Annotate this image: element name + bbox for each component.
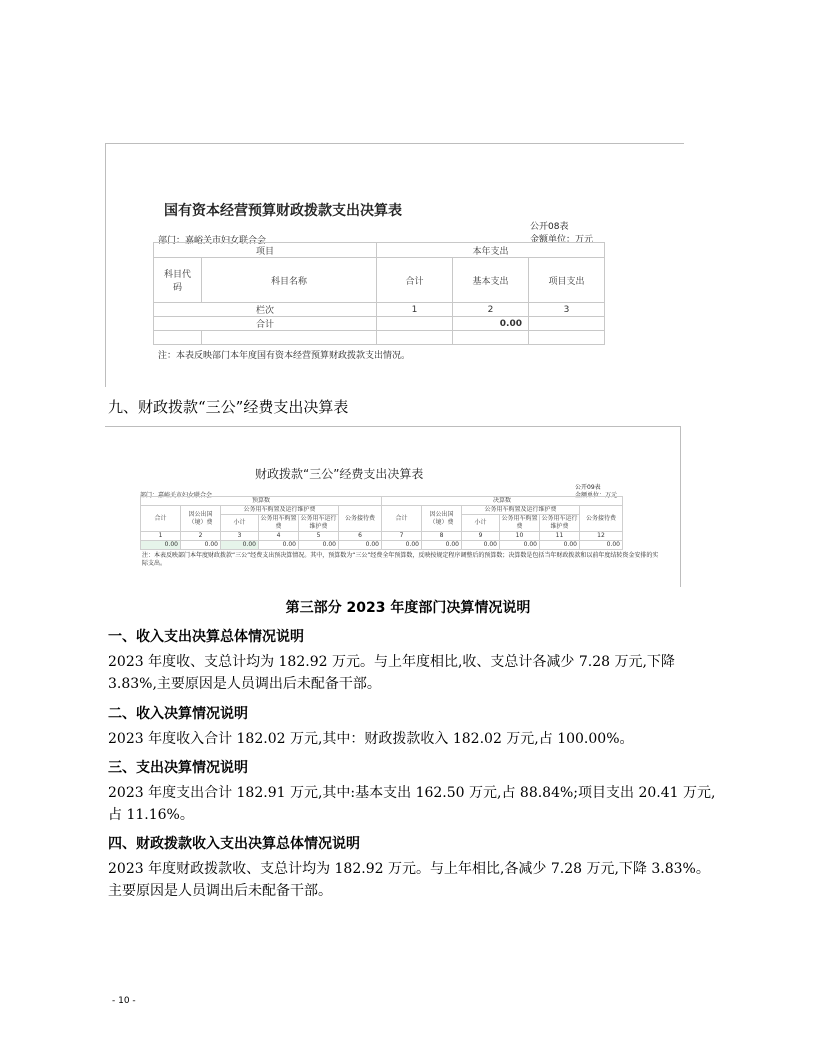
t2-col: 5 — [299, 532, 339, 541]
t1-empty — [154, 331, 202, 345]
t2-value: 0.00 — [221, 541, 259, 550]
t2-col: 12 — [580, 532, 623, 541]
t1-row-col: 栏次 — [154, 303, 377, 317]
section3-text: 2023 年度支出合计 182.91 万元,其中:基本支出 162.50 万元,占 88.84%;项目支出 20.41 万元,占 11.16%。 — [108, 785, 716, 823]
t2-car-group: 公务用车购置及运行维护费 — [462, 506, 580, 515]
table2-unit: 金额单位：万元 — [575, 492, 618, 499]
t2-car-run: 公务用车运行维护费 — [541, 515, 578, 530]
t1-empty — [202, 331, 377, 345]
t2-car-buy: 公务用车购置费 — [501, 515, 538, 530]
t2-abroad: 因公出国（境）费 — [181, 506, 221, 532]
t2-col: 9 — [462, 532, 500, 541]
table1-note: 注：本表反映部门本年度国有资本经营预算财政拨款支出情况。 — [158, 351, 411, 361]
t1-row-total: 合计 — [154, 317, 377, 331]
table1-grid — [153, 242, 605, 345]
t2-value: 0.00 — [500, 541, 540, 550]
t2-car-run: 公务用车运行维护费 — [300, 515, 337, 530]
t2-value: 0.00 — [422, 541, 462, 550]
t2-value: 0.00 — [580, 541, 623, 550]
t2-value: 0.00 — [299, 541, 339, 550]
t2-value: 0.00 — [259, 541, 299, 550]
t2-value: 0.00 — [339, 541, 382, 550]
t2-reception: 公务接待费 — [580, 506, 623, 532]
t2-value: 0.00 — [382, 541, 422, 550]
table1-code: 公开08表 — [530, 222, 569, 232]
section1-heading: 一、收入支出决算总体情况说明 — [108, 629, 304, 645]
table1-unit: 金额单位：万元 — [530, 235, 594, 245]
t2-value: 0.00 — [462, 541, 500, 550]
section2-text: 2023 年度收入合计 182.02 万元,其中：财政拨款收入 182.02 万元,占 100.00%。 — [108, 731, 634, 747]
t2-subtotal: 小计 — [462, 515, 500, 532]
t1-hdr-current: 本年支出 — [377, 243, 605, 258]
t2-total: 合计 — [382, 506, 422, 532]
t2-actual: 决算数 — [382, 497, 623, 506]
t2-budget: 预算数 — [141, 497, 382, 506]
table2-code: 公开09表 — [575, 484, 601, 491]
t1-hdr-code: 科目代码 — [154, 258, 202, 303]
t1-col3: 3 — [529, 303, 605, 317]
t2-reception: 公务接待费 — [339, 506, 382, 532]
table1-title: 国有资本经营预算财政拨款支出决算表 — [164, 203, 402, 219]
t2-col: 4 — [259, 532, 299, 541]
t2-subtotal: 小计 — [221, 515, 259, 532]
t1-hdr-basic: 基本支出 — [453, 258, 529, 303]
t2-total: 合计 — [141, 506, 181, 532]
t1-total-item — [529, 317, 605, 331]
t2-col: 11 — [540, 532, 580, 541]
section3-heading: 三、支出决算情况说明 — [108, 760, 248, 776]
t2-abroad: 因公出国（境）费 — [422, 506, 462, 532]
section4-heading: 四、财政拨款收入支出决算总体情况说明 — [108, 836, 360, 852]
t1-hdr-total: 合计 — [377, 258, 453, 303]
t1-empty — [453, 331, 529, 345]
section4-text: 2023 年度财政拨款收、支总计均为 182.92 万元。与上年相比,各减少 7.28 万元,下降 3.83%。主要原因是人员调出后未配备干部。 — [108, 861, 710, 899]
t1-hdr-project: 项目 — [154, 243, 377, 258]
t2-col: 1 — [141, 532, 181, 541]
t2-col: 3 — [221, 532, 259, 541]
table2-image — [105, 426, 681, 587]
section1-text: 2023 年度收、支总计均为 182.92 万元。与上年度相比,收、支总计各减少 7.28 万元,下降 3.83%,主要原因是人员调出后未配备干部。 — [108, 654, 675, 692]
t2-car-group: 公务用车购置及运行维护费 — [221, 506, 339, 515]
table2-note: 注：本表反映部门本年度财政拨款“三公”经费支出预决算情况。其中，预算数为“三公”经费全年预算数，反映按规定程序调整后的预算数；决算数是包括当年财政拨款和以前年度结转资金安排的实际支出。 — [142, 552, 659, 567]
table2-title: 财政拨款“三公”经费支出决算表 — [255, 467, 424, 481]
t1-total-basic: 0.00 — [453, 317, 529, 331]
page-number: - 10 - — [112, 996, 136, 1006]
t2-value: 0.00 — [540, 541, 580, 550]
t2-col: 8 — [422, 532, 462, 541]
t1-empty — [529, 331, 605, 345]
heading-nine: 九、财政拨款“三公”经费支出决算表 — [108, 398, 349, 416]
part-three-title: 第三部分 2023 年度部门决算情况说明 — [285, 600, 531, 616]
t1-hdr-name: 科目名称 — [202, 258, 377, 303]
t2-value: 0.00 — [181, 541, 221, 550]
table1-dept: 部门：嘉峪关市妇女联合会 — [158, 236, 267, 246]
t2-col: 6 — [339, 532, 382, 541]
t1-empty — [377, 331, 453, 345]
t2-col: 2 — [181, 532, 221, 541]
table2-dept: 部门：嘉峪关市妇女联合会 — [140, 492, 213, 499]
t2-value: 0.00 — [141, 541, 181, 550]
t1-hdr-item: 项目支出 — [529, 258, 605, 303]
t1-col1: 1 — [377, 303, 453, 317]
section2-heading: 二、收入决算情况说明 — [108, 706, 248, 722]
t2-car-buy: 公务用车购置费 — [260, 515, 297, 530]
t2-col: 10 — [500, 532, 540, 541]
table1-image — [105, 143, 684, 387]
t1-col2: 2 — [453, 303, 529, 317]
t2-col: 7 — [382, 532, 422, 541]
t1-total-cell — [377, 317, 453, 331]
table2-grid — [140, 496, 623, 550]
